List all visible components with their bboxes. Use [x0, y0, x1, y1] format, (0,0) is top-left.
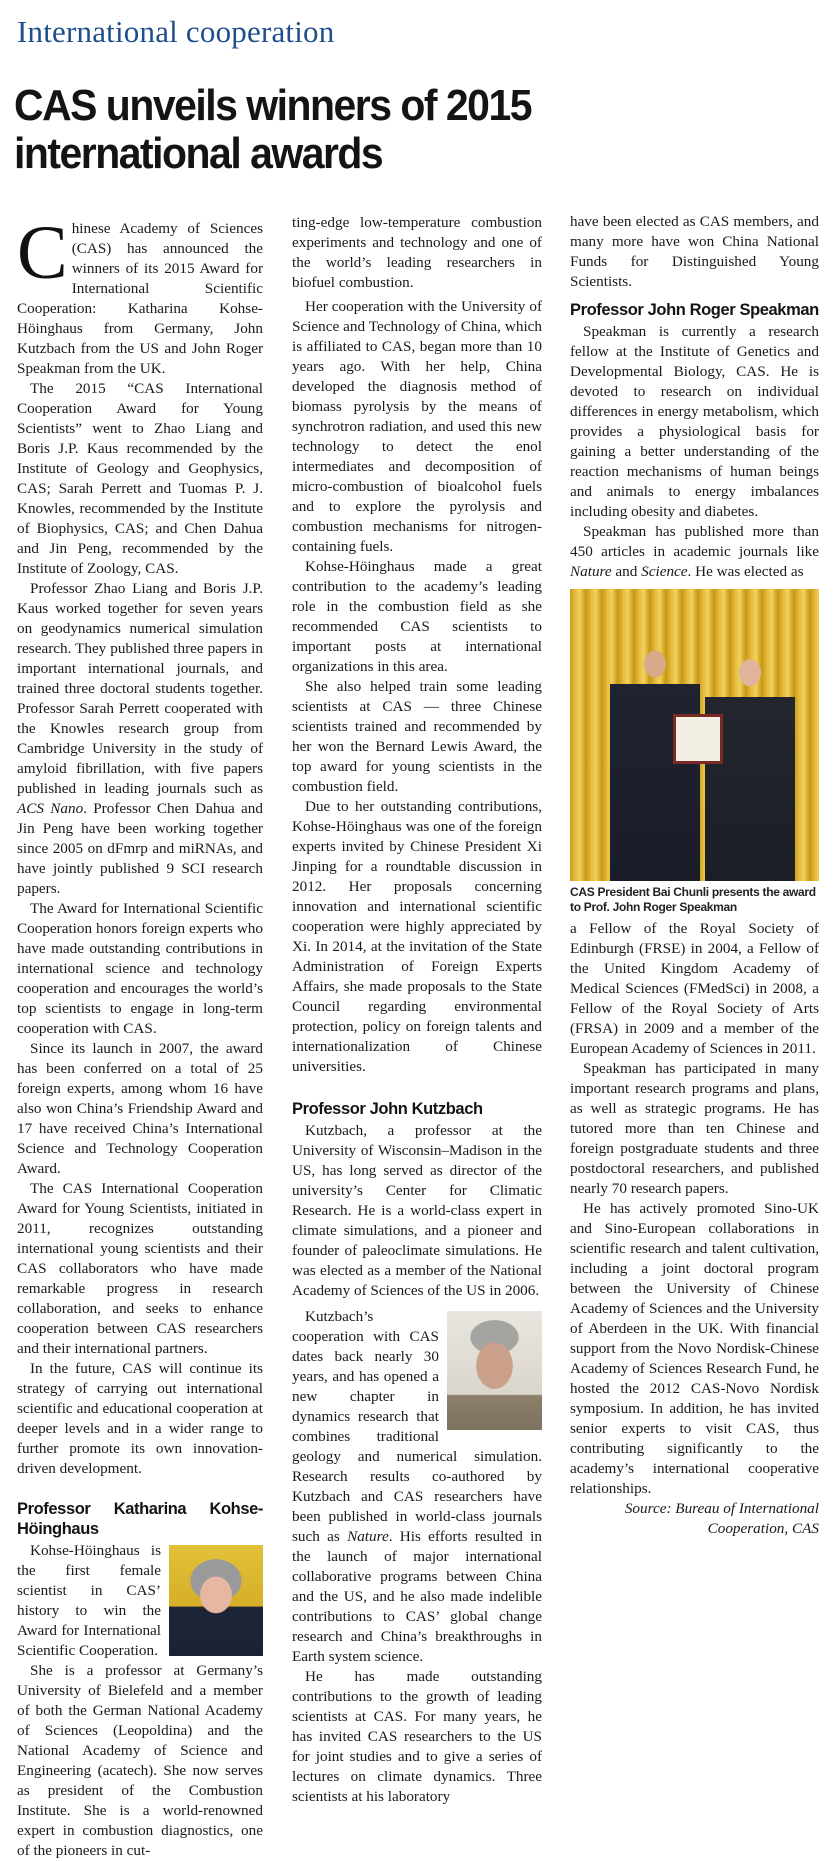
section-label: International cooperation	[17, 14, 335, 49]
subhead-kohse-hoinghaus: Professor Katharina Kohse-Höinghaus	[17, 1500, 263, 1538]
body-paragraph: The Award for International Scientific Cooperation honors foreign experts who have made outstanding contributions in international science and technology cooperation and encourages the world’s top scientists to engage in long-term cooperation with CAS.	[17, 900, 263, 1037]
body-paragraph: Professor Zhao Liang and Boris J.P. Kaus worked together for seven years on geodynamics numerical simulation research. They published three papers in important international journals, and trained three doctoral students together. Professor Sarah Perrett cooperated with the Knowles research group from Cambridge University in the study of amyloid fibrillation, with five papers published in leading journals such as ACS Nano. Professor Chen Dahua and Jin Peng have been working together since 2005 on dFmrp and miRNAs, and have jointly published 9 SCI research papers.	[17, 580, 263, 897]
body-paragraph: Her cooperation with the University of Science and Technology of China, which is affiliated to CAS, began more than 10 years ago. With her help, China developed the diagnosis method of biomass pyrolysis by the means of synchrotron radiation, and used this new technology to detect the enol intermediates and decomposition of micro-combustion of bioalcohol fuels and to explore the pyrolysis and combustion mechanisms for nitrogen-containing fuels.	[292, 298, 542, 555]
body-paragraph: Since its launch in 2007, the award has been conferred on a total of 25 foreign experts, among whom 16 have also won China’s Friendship Award and 17 have received China’s International Science and Technology Cooperation Award.	[17, 1040, 263, 1177]
article-column-3	[570, 212, 819, 1539]
article-headline: CAS unveils winners of 2015 international awards	[14, 81, 531, 178]
body-paragraph: She is a professor at Germany’s University of Bielefeld and a member of both the German National Academy of Sciences (Leopoldina) and the National Academy of Science and Engineering (acatech). She now serves as president of the Combustion Institute. She is a world-renowned expert in combustion diagnostics, one of the pioneers in cut-	[17, 1662, 263, 1859]
body-paragraph: The 2015 “CAS International Cooperation Award for Young Scientists” went to Zhao Liang and Boris J.P. Kaus recommended by the Institute of Geology and Geophysics, CAS; Sarah Perrett and Tuomas P. J. Knowles, recommended by the Institute of Biophysics, CAS; and Chen Dahua and Jin Peng, recommended by the Institute of Zoology, CAS.	[17, 380, 263, 577]
body-paragraph: The CAS International Cooperation Award for Young Scientists, initiated in 2011, recognizes outstanding international young scientists and their CAS collaborators who have made remarkable progress in research collaboration, and seeks to enhance cooperation between CAS researchers and their international partners.	[17, 1180, 263, 1357]
lead-paragraph: Chinese Academy of Sciences (CAS) has announced the winners of its 2015 Award for International Scientific Cooperation: Katharina Kohse-Höinghaus from Germany, John Kutzbach from the US and John Roger Speakman from the UK.	[17, 211, 263, 377]
body-paragraph: In the future, CAS will continue its strategy of carrying out international scientific and educational cooperation at deeper levels and in a wider range to further promote its own innovation-driven development.	[17, 1360, 263, 1477]
body-paragraph: a Fellow of the Royal Society of Edinburgh (FRSE) in 2004, a Fellow of the United Kingdom Academy of Medical Sciences (FMedSci) in 2008, a Fellow of the Royal Society of Arts (FRSA) in 2009 and a member of the European Academy of Sciences in 2011.	[570, 920, 819, 1057]
subhead-speakman: Professor John Roger Speakman	[570, 301, 819, 319]
source-credit: Source: Bureau of International Cooperation, CAS	[624, 1500, 819, 1537]
body-paragraph: Kutzbach, a professor at the University of Wisconsin–Madison in the US, has long served as director of the university’s Center for Climatic Research. He is a world-class expert in climate simulations, and a pioneer and founder of paleoclimate simulations. He was elected as a member of the National Academy of Sciences of the US in 2006.	[292, 1122, 542, 1299]
drop-cap: C	[17, 211, 68, 295]
article-column-1	[17, 211, 263, 1861]
award-ceremony-photo	[570, 589, 819, 881]
photo-award-certificate	[673, 714, 723, 764]
article-column-2	[292, 213, 542, 1807]
body-paragraph: She also helped train some leading scientists at CAS — three Chinese scientists trained and recommended by her won the Bernard Lewis Award, the top award for young scientists in the combustion field.	[292, 678, 542, 795]
portrait-kutzbach-photo	[447, 1311, 542, 1430]
subhead-kutzbach: Professor John Kutzbach	[292, 1100, 483, 1118]
body-paragraph: Due to her outstanding contributions, Kohse-Höinghaus was one of the foreign experts invited by Chinese President Xi Jinping for a roundtable discussion in 2012. Her proposals concerning innovation and international scientific cooperation were highly appreciated by Xi. In 2014, at the invitation of the State Administration of Foreign Experts Affairs, she made proposals to the State Council regarding environmental protection, policy on foreign talents and internationalization of Chinese universities.	[292, 798, 542, 1075]
body-paragraph: Kutzbach’s cooperation with CAS dates back nearly 30 years, and has opened a new chapter in dynamics research that combines traditional geology and numerical simulation. Research results co-authored by Kutzbach and CAS researchers have been published in world-class journals such as Nature. His efforts resulted in the launch of major international collaborative programs between China and the US, and he also made indelible contributions to CAS’ global change research and China’s breakthroughs in Earth system science.	[292, 1308, 542, 1665]
body-paragraph: Speakman has published more than 450 articles in academic journals like Nature and Science. He was elected as	[570, 523, 819, 580]
body-paragraph: ting-edge low-temperature combustion experiments and technology and one of the world’s leading researchers in biofuel combustion.	[292, 214, 542, 291]
body-paragraph: Kohse-Höinghaus is the first female scientist in CAS’ history to win the Award for International Scientific Cooperation.	[17, 1541, 263, 1661]
portrait-kohse-hoinghaus-photo	[169, 1545, 263, 1656]
body-paragraph: Kohse-Höinghaus made a great contribution to the academy’s leading role in the combustion field as she recommended CAS scientists to important posts at international organizations in this area.	[292, 558, 542, 675]
body-paragraph: He has actively promoted Sino-UK and Sino-European collaborations in scientific research and talent cultivation, including a joint doctoral program between the University of Chinese Academy of Sciences and the University of Aberdeen in the UK. With financial support from the Novo Nordisk-Chinese Academy of Sciences Research Fund, he hosted the 2012 CAS-Novo Nordisk symposium. In addition, he has invited senior experts to visit CAS, thus contributing significantly to the academy’s international cooperative relationships.	[570, 1200, 819, 1497]
body-paragraph: have been elected as CAS members, and many more have won China National Funds for Distinguished Young Scientists.	[570, 213, 819, 290]
body-paragraph: He has made outstanding contributions to the growth of leading scientists at CAS. For many years, he has invited CAS researchers to the US for joint studies and to give a series of lectures on climate dynamics. Three scientists at his laboratory	[292, 1668, 542, 1805]
body-paragraph: Speakman has participated in many important research programs and plans, as well as strategic programs. He has tutored more than ten Chinese and foreign postgraduate students and three postdoctoral researchers, and published nearly 70 research papers.	[570, 1060, 819, 1197]
body-paragraph: Speakman is currently a research fellow at the Institute of Genetics and Developmental Biology, CAS. He is devoted to research on individual differences in energy metabolism, which provides a physiological basis for gaining a better understanding of the reaction mechanisms of human beings and animals to energy imbalances including obesity and diabetes.	[570, 323, 819, 520]
photo-caption: CAS President Bai Chunli presents the award to Prof. John Roger Speakman	[570, 885, 816, 914]
